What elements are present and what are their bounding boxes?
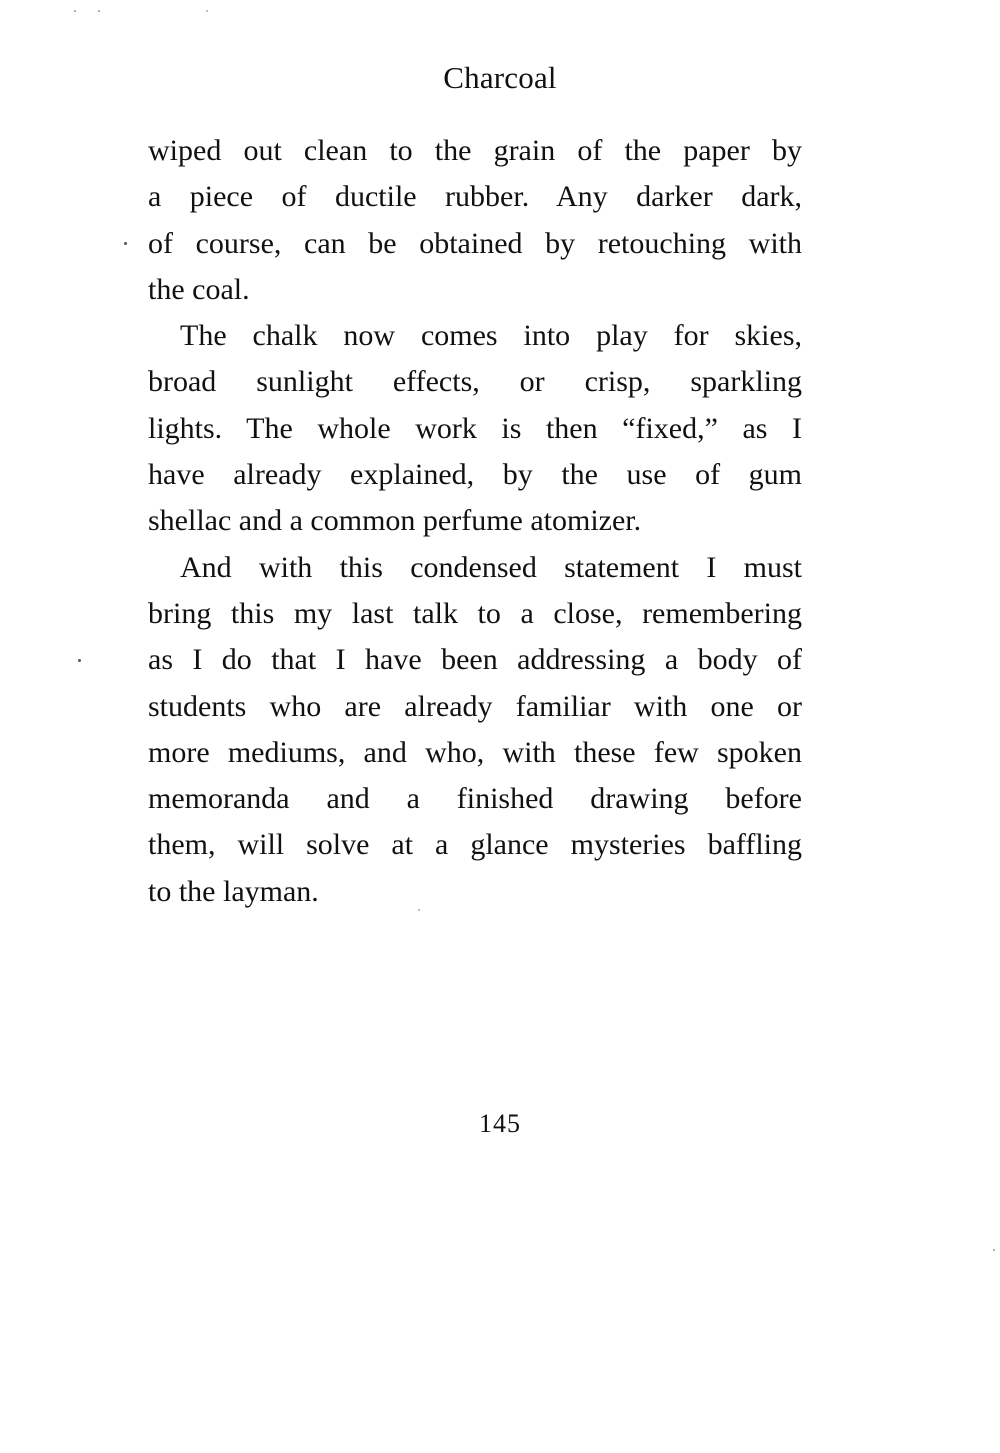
scan-speck: [124, 242, 127, 245]
scan-speck: [206, 10, 208, 12]
text-line: more mediums, and who, with these few spoken: [148, 735, 802, 769]
text-line: them, will solve at a glance mysteries baffling: [148, 828, 802, 862]
text-line: have already explained, by the use of gum: [148, 458, 802, 492]
scan-speck: [78, 659, 81, 662]
text-line: of course, can be obtained by retouching with: [148, 226, 802, 260]
text-line: broad sunlight effects, or crisp, sparkling: [148, 365, 802, 399]
scan-speck: [993, 1249, 995, 1251]
scan-speck: [98, 10, 100, 12]
running-head: Charcoal: [443, 60, 557, 95]
text-line: bring this my last talk to a close, remembering: [148, 596, 802, 630]
text-line: as I do that I have been addressing a body of: [148, 643, 802, 677]
scan-speck: [418, 909, 420, 911]
page-number: 145: [479, 1109, 521, 1138]
text-line: a piece of ductile rubber. Any darker dark,: [148, 180, 802, 214]
text-line: to the layman.: [148, 874, 319, 908]
text-line: students who are already familiar with one or: [148, 689, 802, 723]
paragraph-3: [148, 545, 802, 915]
paragraph-2: [148, 313, 802, 544]
text-line: The chalk now comes into play for skies,: [180, 319, 802, 353]
text-line: And with this condensed statement I must: [180, 550, 802, 584]
text-line: lights. The whole work is then “fixed,” as I: [148, 411, 802, 445]
body-text: [148, 128, 802, 915]
text-line: the coal.: [148, 272, 250, 306]
text-line: shellac and a common perfume atomizer.: [148, 504, 642, 538]
scan-speck: [74, 10, 76, 12]
paragraph-1: [148, 128, 802, 313]
text-line: memoranda and a finished drawing before: [148, 782, 802, 816]
text-line: wiped out clean to the grain of the paper by: [148, 134, 802, 167]
